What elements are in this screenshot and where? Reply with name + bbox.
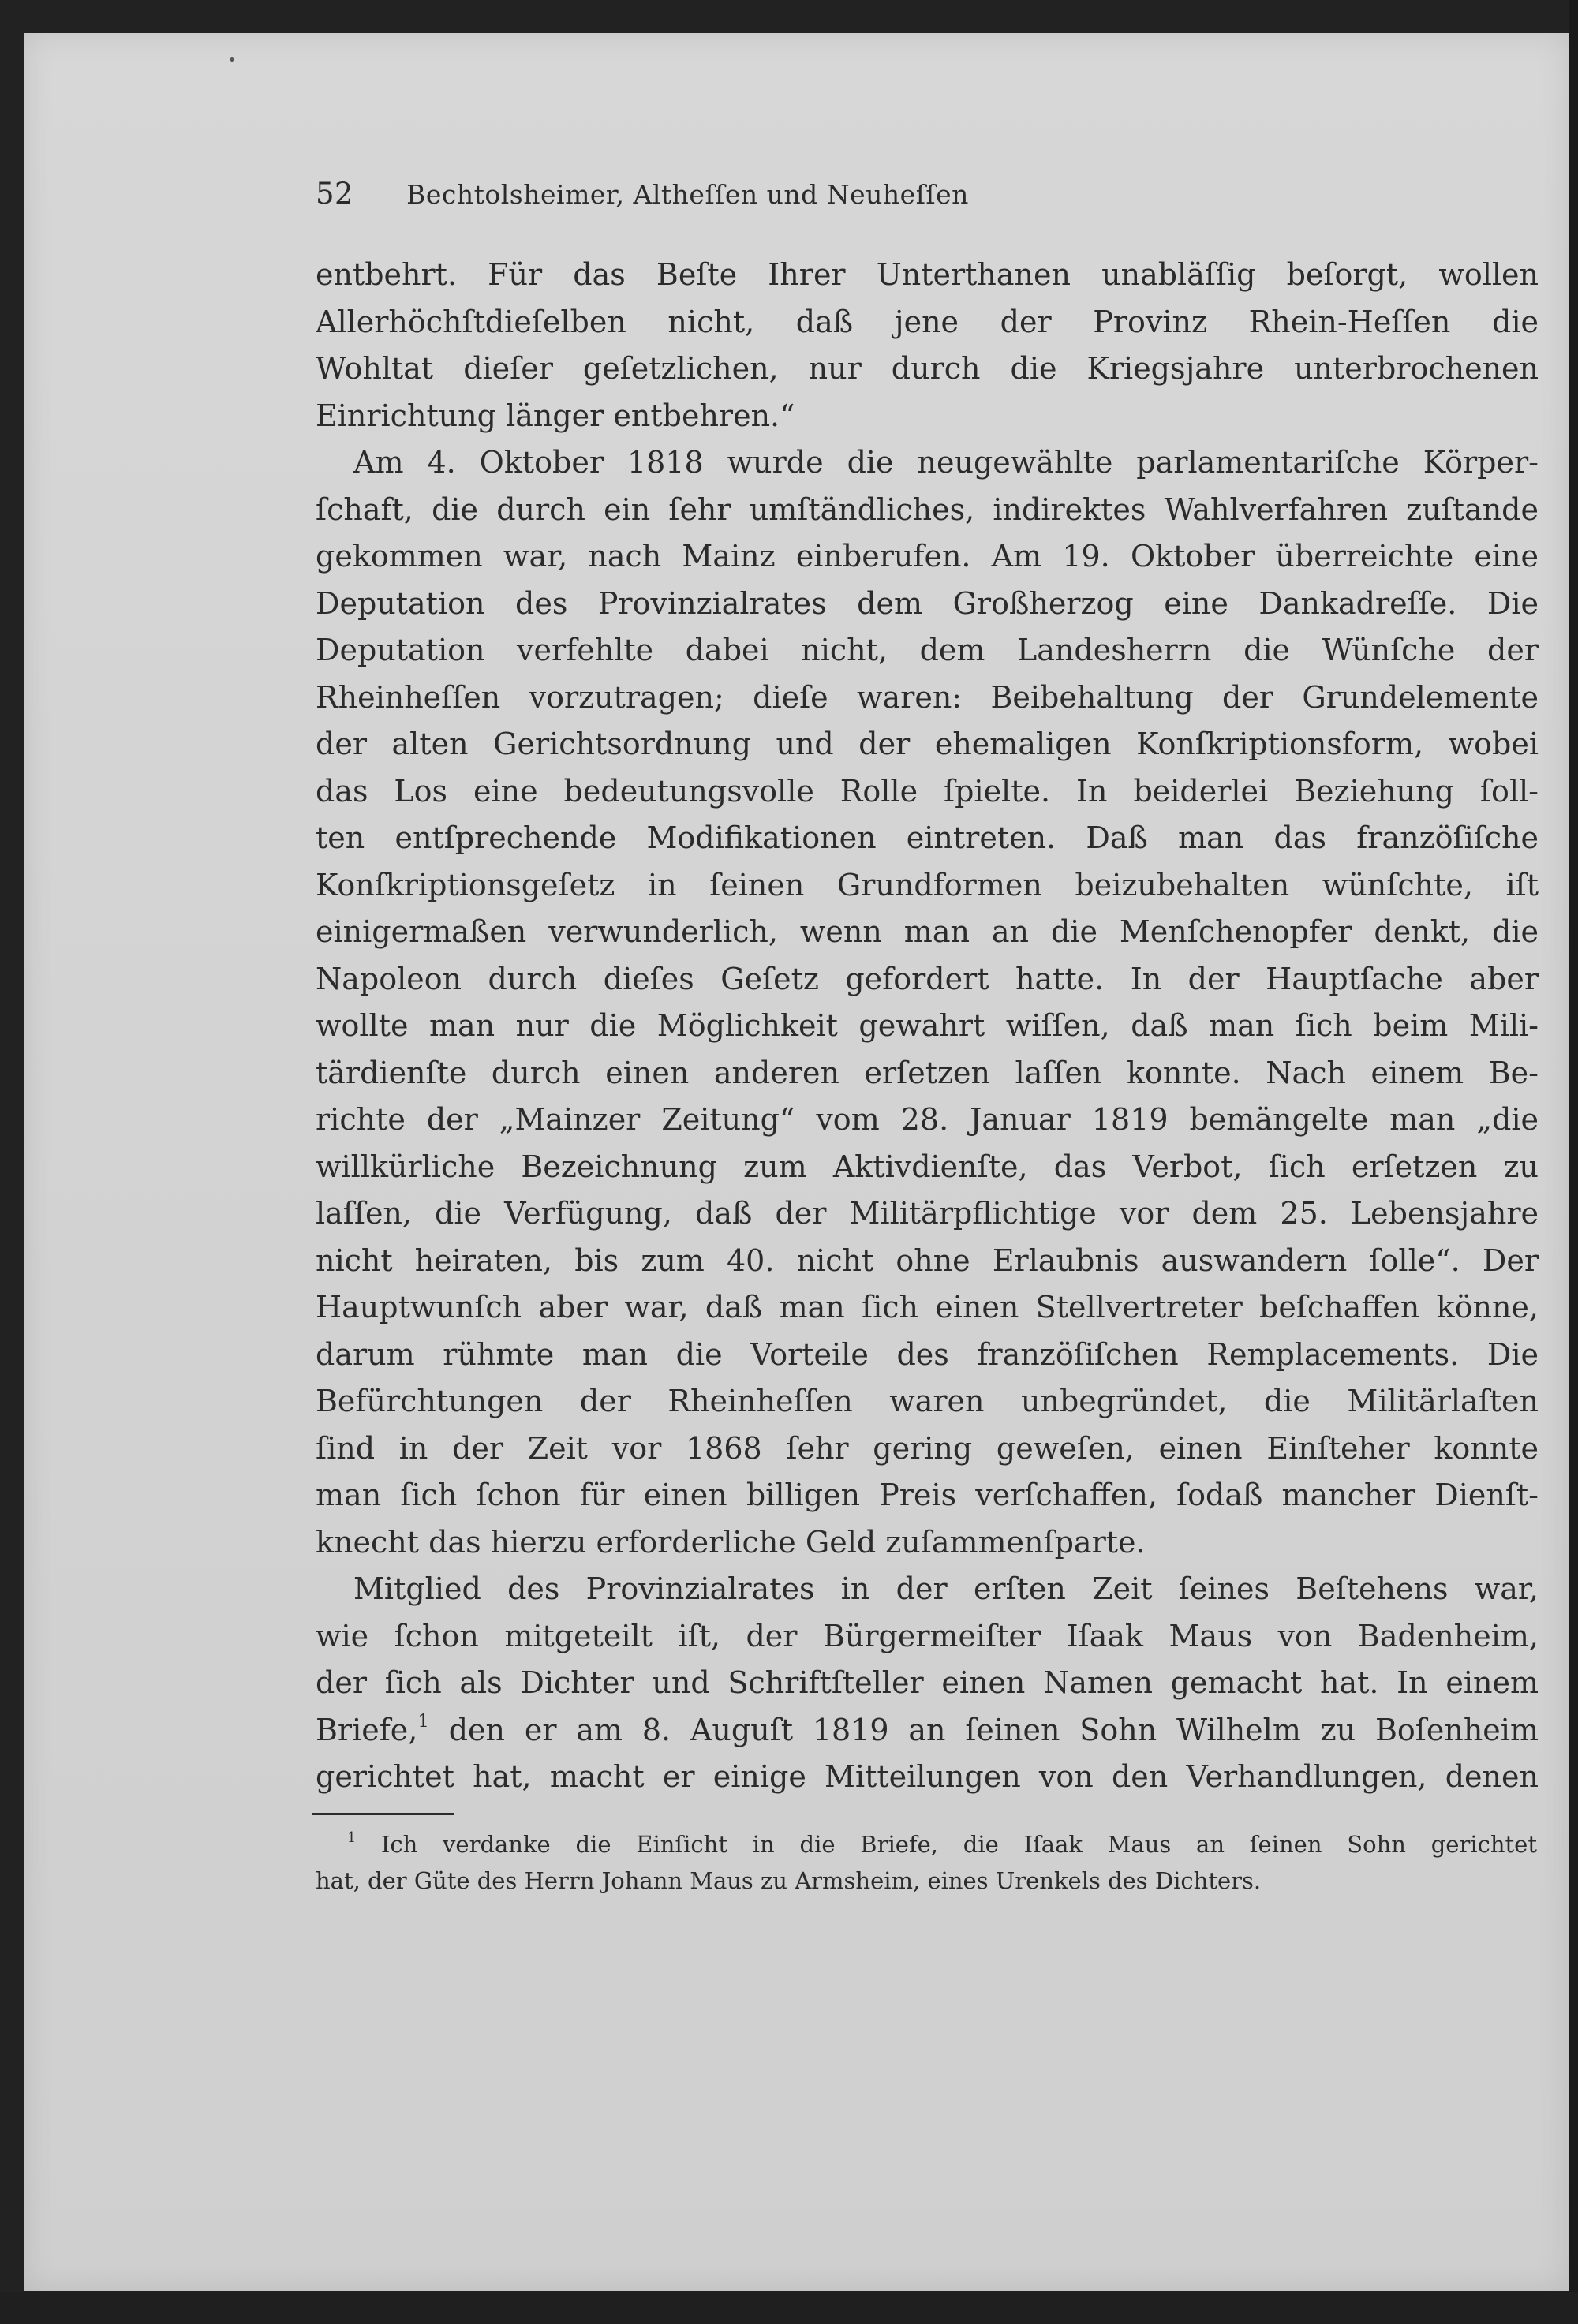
text-fragment: Briefe, (316, 1712, 418, 1747)
text-line: willkürliche Bezeichnung zum Aktivdienſte, das Verbot, ſich erſetzen zu (316, 1149, 1539, 1184)
text-line: tärdienſte durch einen anderen erſetzen laſſen konnte. Nach einem Be- (316, 1055, 1539, 1090)
text-line: der alten Gerichtsordnung und der ehemaligen Konſkriptionsform, wobei (316, 727, 1539, 761)
text-line: Deputation des Provinzialrates dem Großherzog eine Dankadreſſe. Die (316, 585, 1539, 621)
scan-edge-right (1569, 0, 1578, 2324)
footnote-line (316, 1826, 1537, 1863)
text-line: ten entſprechende Modifikationen eintreten. Daß man das franzöſiſche (316, 820, 1539, 855)
text-line: entbehrt. Für das Beſte Ihrer Unterthanen unabläſſig beſorgt, wollen (316, 257, 1539, 292)
footnote-rule (312, 1813, 454, 1815)
page-number: 52 (316, 177, 354, 211)
text-line: wollte man nur die Möglichkeit gewahrt wiſſen, daß man ſich beim Mili- (316, 1008, 1539, 1043)
running-title: Bechtolsheimer, Altheſſen und Neuheſſen (406, 179, 969, 210)
paragraph-start-line: Am 4. Oktober 1818 wurde die neugewählte parlamentariſche Körper- (353, 445, 1539, 480)
text-line: knecht das hierzu erforderliche Geld zuſammenſparte. (316, 1524, 1146, 1560)
text-line: gekommen war, nach Mainz einberufen. Am 19. Oktober überreichte eine (316, 539, 1539, 574)
footnote-text: Ich verdanke die Einſicht in die Briefe, die Iſaak Maus an ſeinen Sohn gerichtet (380, 1831, 1537, 1858)
text-line: Allerhöchſtdieſelben nicht, daß jene der Provinz Rhein-Heſſen die (316, 304, 1539, 339)
text-fragment: den er am 8. Auguſt 1819 an ſeinen Sohn Wilhelm zu Boſenheim (448, 1712, 1539, 1747)
scan-edge-bottom (0, 2292, 1578, 2324)
text-line: Konſkriptionsgeſetz in ſeinen Grundformen beizubehalten wünſchte, iſt (316, 867, 1539, 902)
text-line: Deputation verfehlte dabei nicht, dem Landesherrn die Wünſche der (316, 633, 1539, 667)
body-text (316, 252, 1539, 1801)
text-line-with-footnote-ref (316, 1707, 1539, 1754)
text-line: Rheinheſſen vorzutragen; dieſe waren: Beibehaltung der Grundelemente (316, 679, 1539, 715)
text-line: darum rühmte man die Vorteile des franzöſiſchen Remplacements. Die (316, 1336, 1539, 1372)
text-line: Befürchtungen der Rheinheſſen waren unbegründet, die Militärlaſten (316, 1384, 1539, 1418)
paragraph-start-line: Mitglied des Provinzialrates in der erſten Zeit ſeines Beſtehens war, (353, 1571, 1539, 1606)
text-line: richte der „Mainzer Zeitung“ vom 28. Januar 1819 bemängelte man „die (316, 1102, 1539, 1137)
text-line: Napoleon durch dieſes Geſetz gefordert hatte. In der Hauptſache aber (316, 961, 1539, 996)
text-line: ſind in der Zeit vor 1868 ſehr gering geweſen, einen Einſteher konnte (316, 1430, 1539, 1466)
dust-speck (230, 57, 234, 62)
footnote-line: hat, der Güte des Herrn Johann Maus zu Armsheim, eines Urenkels des Dichters. (316, 1867, 1262, 1894)
footnote (316, 1826, 1537, 1899)
text-line: wie ſchon mitgeteilt iſt, der Bürgermeiſter Iſaak Maus von Badenheim, (316, 1618, 1539, 1653)
footnote-marker: 1 (347, 1829, 357, 1846)
running-header (316, 177, 1546, 216)
text-line: der ſich als Dichter und Schriftſteller einen Namen gemacht hat. In einem (316, 1665, 1539, 1700)
text-line: gerichtet hat, macht er einige Mitteilungen von den Verhandlungen, denen (316, 1759, 1539, 1794)
text-line: Wohltat dieſer geſetzlichen, nur durch die Kriegsjahre unterbrochenen (316, 351, 1539, 386)
text-line: einigermaßen verwunderlich, wenn man an die Menſchenopfer denkt, die (316, 914, 1539, 949)
text-line: das Los eine bedeutungsvolle Rolle ſpielte. In beiderlei Beziehung ſoll- (316, 773, 1539, 809)
footnote-reference: 1 (417, 1710, 429, 1732)
text-line: man ſich ſchon für einen billigen Preis verſchaffen, ſodaß mancher Dienſt- (316, 1478, 1539, 1512)
text-line: ſchaft, die durch ein ſehr umſtändliches, indirektes Wahlverfahren zuſtande (316, 491, 1539, 527)
text-line: Hauptwunſch aber war, daß man ſich einen Stellvertreter beſchaffen könne, (316, 1290, 1539, 1325)
text-line: Einrichtung länger entbehren.“ (316, 398, 795, 433)
text-line: laſſen, die Verfügung, daß der Militärpflichtige vor dem 25. Lebensjahre (316, 1196, 1539, 1231)
text-line: nicht heiraten, bis zum 40. nicht ohne Erlaubnis auswandern ſolle“. Der (316, 1242, 1539, 1278)
